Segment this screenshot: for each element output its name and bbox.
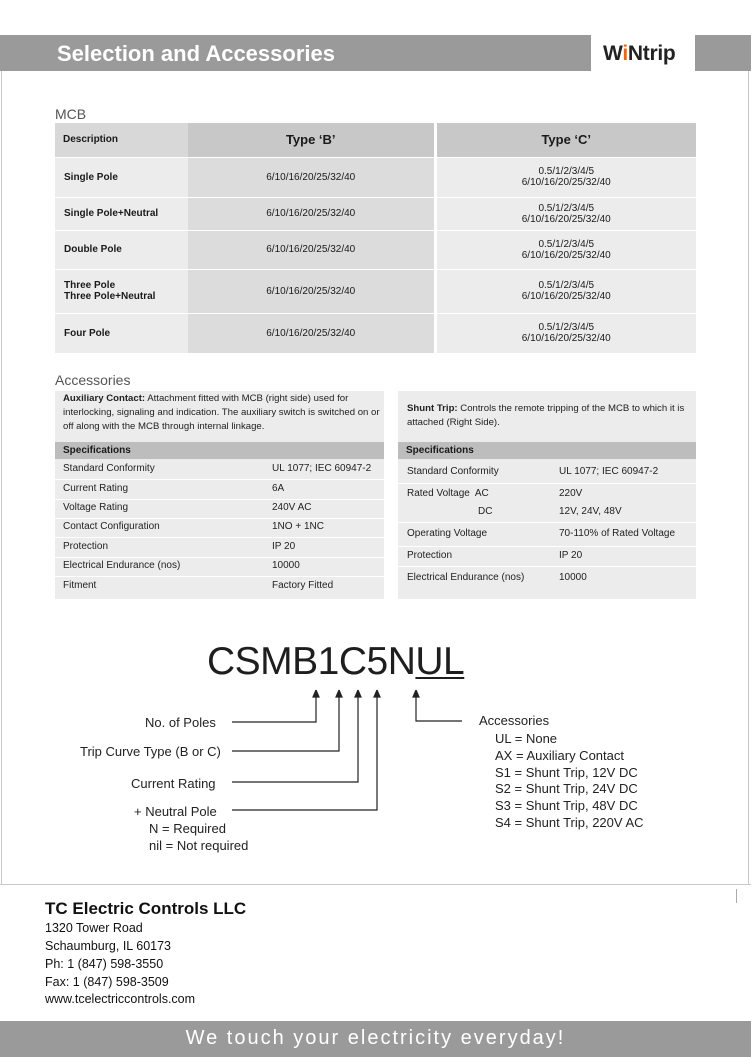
poles-label: No. of Poles — [145, 715, 216, 730]
current-rating-label: Current Rating — [131, 776, 216, 791]
spec-value: IP 20 — [559, 550, 583, 561]
accessory-code-item: UL = None — [495, 731, 558, 746]
col-type-c: Type ‘C’ — [435, 123, 696, 157]
row-description: Four Pole — [55, 313, 188, 353]
spec-value: UL 1077; IEC 60947-2 — [272, 463, 372, 474]
col-description: Description — [55, 123, 188, 157]
type-b-value: 6/10/16/20/25/32/40 — [188, 230, 435, 269]
neutral-connector — [232, 690, 377, 810]
spec-key: Protection — [63, 541, 109, 552]
accessory-code-item: S1 = Shunt Trip, 12V DC — [495, 764, 638, 780]
accessory-code-item: S2 = Shunt Trip, 24V DC — [495, 781, 638, 797]
spec-value: UL 1077; IEC 60947-2 — [559, 466, 659, 477]
row-description: Three Pole Three Pole+Neutral — [55, 269, 188, 313]
spec-key: Operating Voltage — [407, 528, 488, 539]
spec-value: 12V, 24V, 48V — [559, 506, 622, 517]
type-b-value: 6/10/16/20/25/32/40 — [188, 157, 435, 197]
col-type-b: Type ‘B’ — [188, 123, 435, 157]
spec-key: Contact Configuration — [63, 521, 160, 532]
type-c-value: 0.5/1/2/3/4/5 6/10/16/20/25/32/40 — [435, 157, 696, 197]
trip-curve-label: Trip Curve Type (B or C) — [80, 744, 221, 759]
spec-key: Electrical Endurance (nos) — [63, 560, 181, 571]
address-line-1: 1320 Tower Road — [45, 921, 143, 935]
type-b-value: 6/10/16/20/25/32/40 — [188, 313, 435, 353]
neutral-not-required-label: nil = Not required — [149, 838, 249, 853]
accessories-code-title: Accessories — [479, 713, 550, 728]
spec-value: 10000 — [559, 572, 587, 583]
spec-value: 70-110% of Rated Voltage — [559, 528, 676, 539]
mcb-section-title: MCB — [55, 106, 87, 122]
spec-value: 10000 — [272, 560, 300, 571]
type-c-value: 0.5/1/2/3/4/5 6/10/16/20/25/32/40 — [435, 269, 696, 313]
spec-value: Factory Fitted — [272, 580, 334, 591]
shunt-spec-header: Specifications — [398, 442, 696, 459]
spec-value: 240V AC — [272, 502, 312, 513]
spec-value: IP 20 — [272, 541, 296, 552]
accessory-code-item: S3 = Shunt Trip, 48V DC — [495, 798, 638, 814]
brand-logo: WiNtrip — [603, 42, 676, 65]
row-description: Single Pole — [55, 157, 188, 197]
aux-contact-description: Auxiliary Contact: Attachment fitted with MCB (right side) used for interlocking, signaling and indication. The auxiliary switch is switched on or off along with the MCB through internal linkage. — [63, 393, 380, 432]
spec-value: 1NO + 1NC — [272, 521, 324, 532]
accessories-section-title: Accessories — [55, 372, 131, 388]
accessory-code-item: S4 = Shunt Trip, 220V AC — [495, 815, 644, 830]
trip-connector — [232, 690, 339, 751]
spec-key: Standard Conformity — [63, 463, 155, 474]
company-name: TC Electric Controls LLC — [45, 899, 247, 918]
neutral-required-label: N = Required — [149, 821, 226, 836]
type-b-value: 6/10/16/20/25/32/40 — [188, 269, 435, 313]
phone: Ph: 1 (847) 598-3550 — [45, 957, 164, 971]
edge-mark — [736, 889, 737, 903]
tagline: We touch your electricity everyday! — [185, 1027, 566, 1049]
accessories-connector — [416, 690, 462, 721]
type-c-value: 0.5/1/2/3/4/5 6/10/16/20/25/32/40 — [435, 230, 696, 269]
spec-key: Standard Conformity — [407, 466, 499, 477]
row-description: Single Pole+Neutral — [55, 197, 188, 230]
type-b-value: 6/10/16/20/25/32/40 — [188, 197, 435, 230]
type-c-value: 0.5/1/2/3/4/5 6/10/16/20/25/32/40 — [435, 197, 696, 230]
spec-key: Current Rating — [63, 483, 129, 494]
spec-key: Fitment — [63, 580, 97, 591]
poles-connector — [232, 690, 316, 722]
spec-value: 6A — [272, 483, 285, 494]
part-code: CSMB1C5NUL — [207, 640, 465, 683]
neutral-pole-label: + Neutral Pole — [134, 804, 217, 819]
spec-key: Rated Voltage AC — [407, 488, 489, 499]
spec-key: Voltage Rating — [63, 502, 129, 513]
page-title: Selection and Accessories — [57, 41, 335, 66]
shunt-trip-description: Shunt Trip: Controls the remote tripping of the MCB to which it is attached (Right Side). — [407, 403, 685, 428]
spec-key: Protection — [407, 550, 453, 561]
address-line-2: Schaumburg, IL 60173 — [45, 939, 172, 953]
accessory-code-item: AX = Auxiliary Contact — [495, 747, 624, 763]
spec-key: DC — [478, 506, 493, 517]
spec-key: Electrical Endurance (nos) — [407, 572, 525, 583]
website: www.tcelectriccontrols.com — [45, 992, 196, 1006]
fax: Fax: 1 (847) 598-3509 — [45, 975, 169, 989]
spec-value: 220V — [559, 488, 583, 499]
row-description: Double Pole — [55, 230, 188, 269]
type-c-value: 0.5/1/2/3/4/5 6/10/16/20/25/32/40 — [435, 313, 696, 353]
aux-spec-header: Specifications — [55, 442, 384, 459]
